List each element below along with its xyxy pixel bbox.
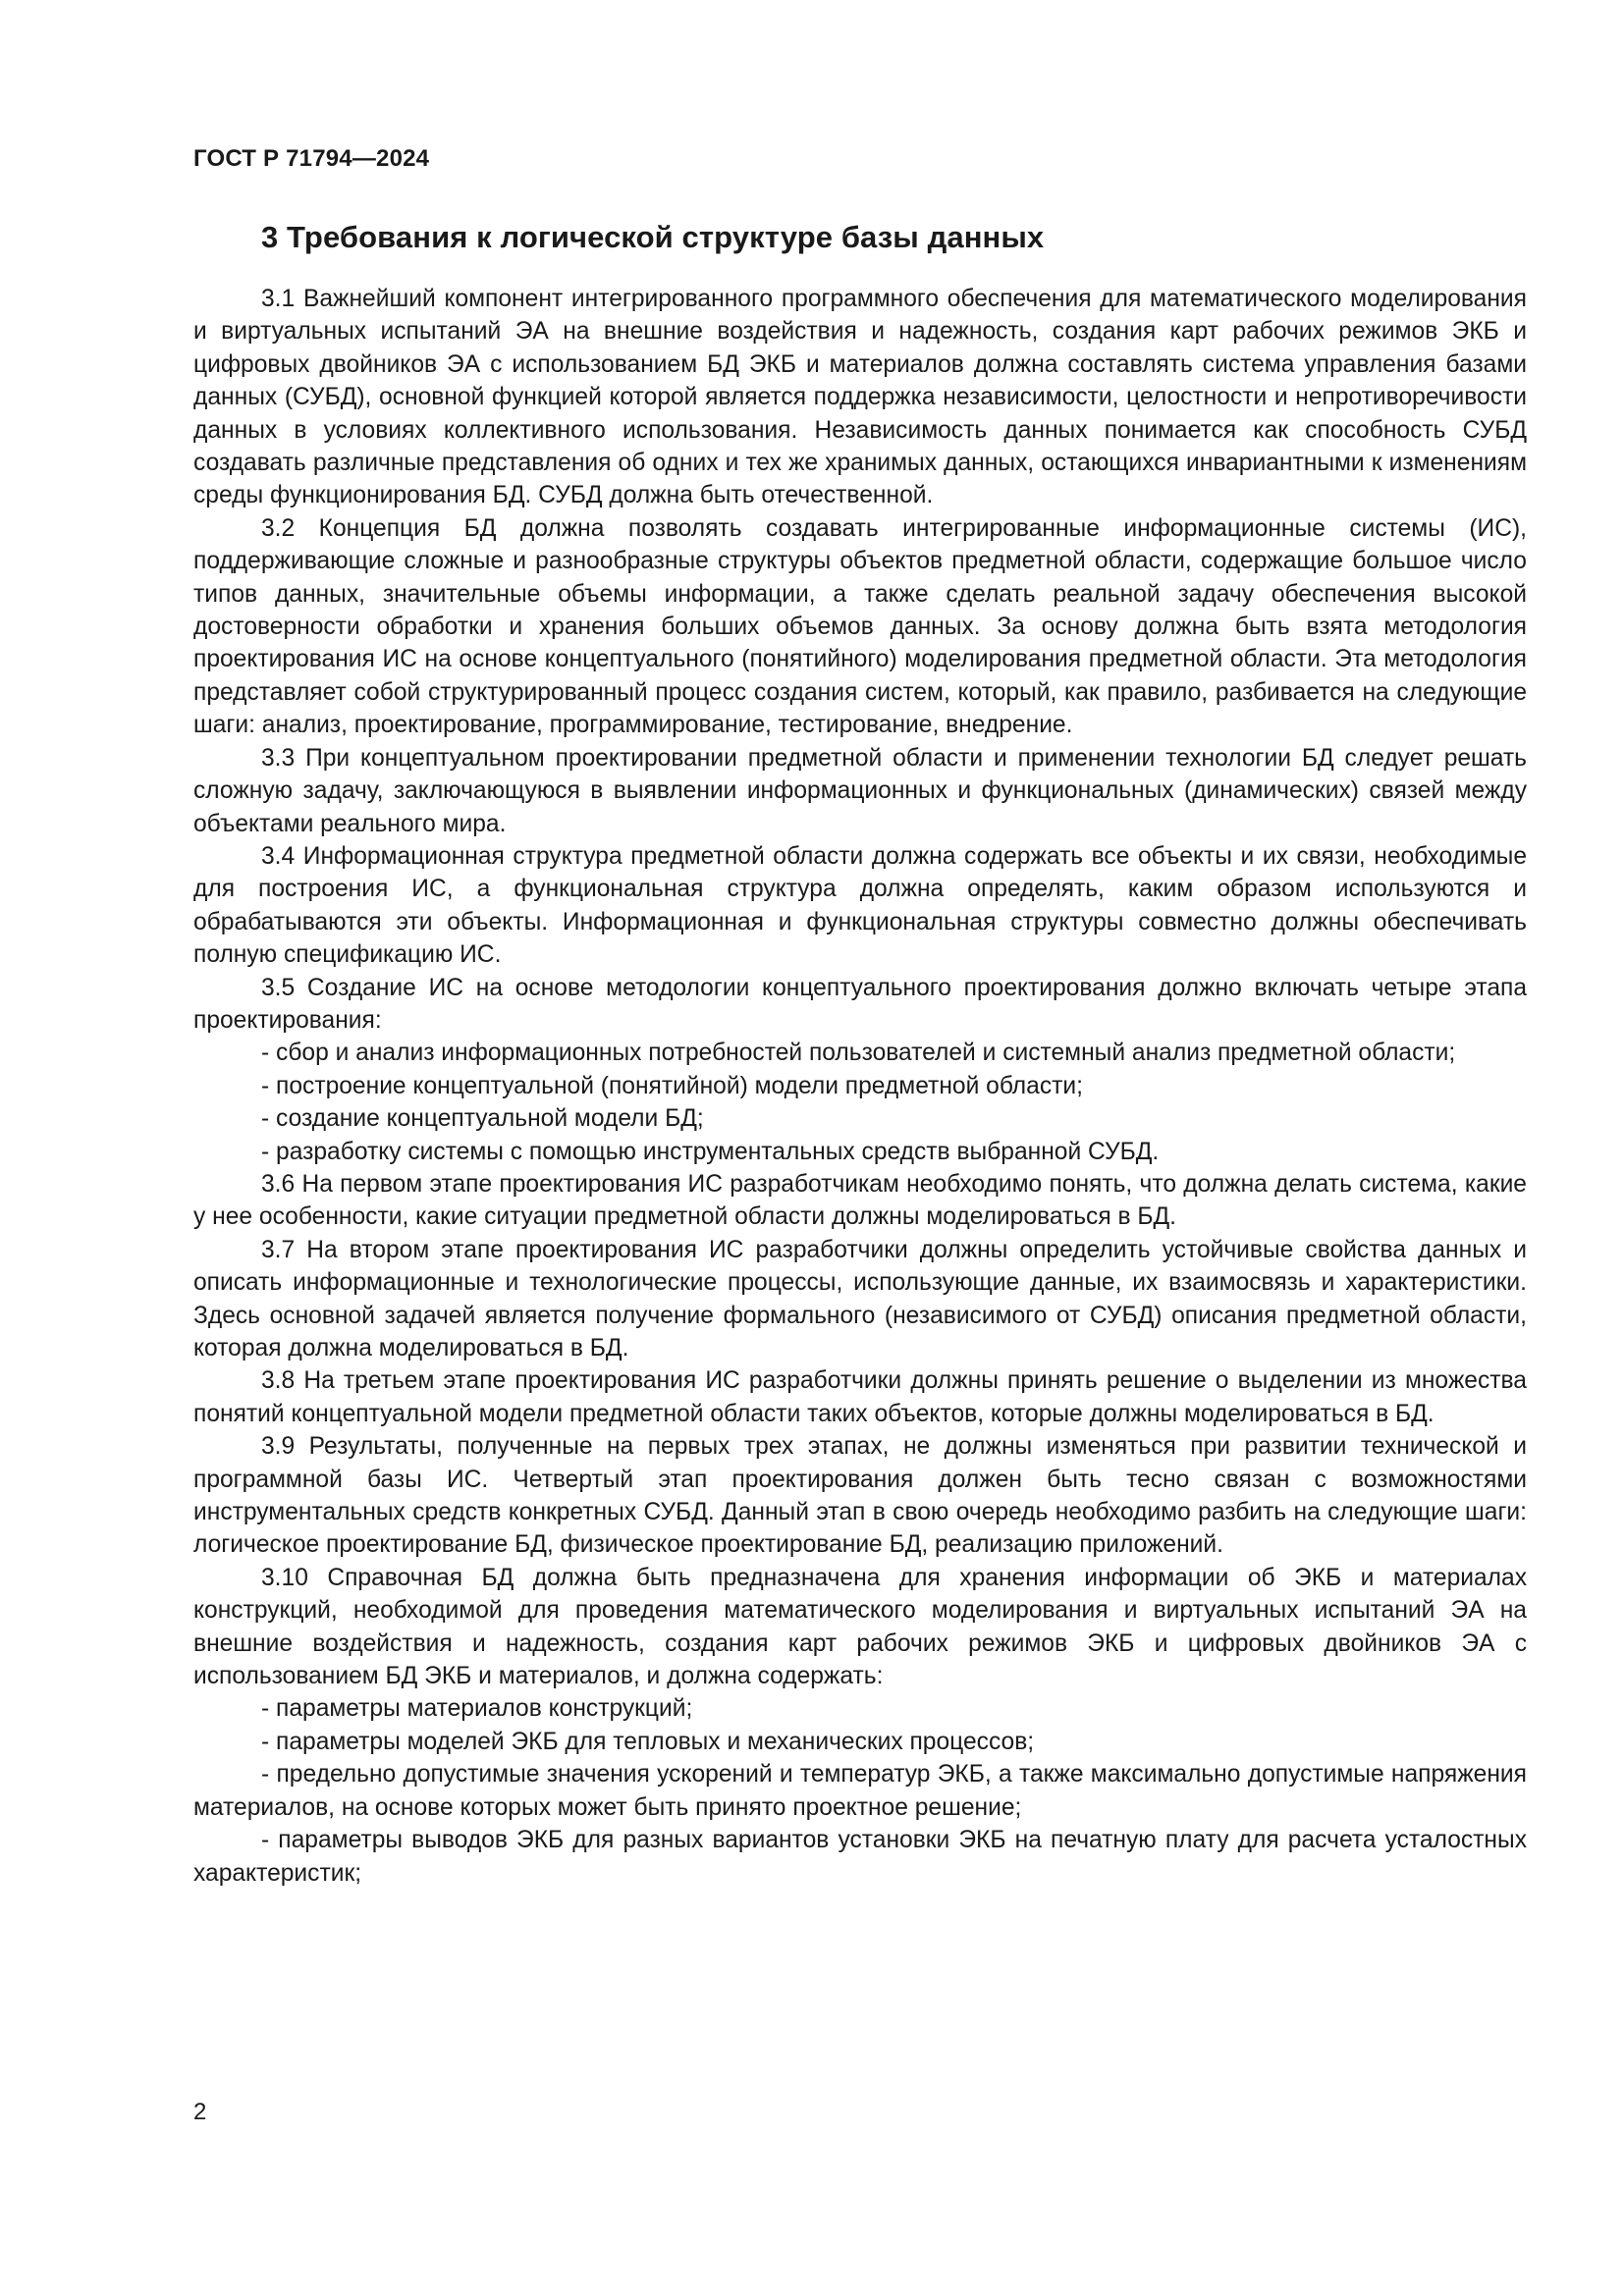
paragraph-3-1: 3.1 Важнейший компонент интегрированного программного обеспечения для математического моделирования и виртуальных испытаний ЭА на внешние воздействия и надежность, создания карт рабочих режимов ЭКБ и цифровых двойников ЭА с использованием БД ЭКБ и материалов должна составлять система управления базами данных (СУБД), основной функцией которой является поддержка независимости, целостности и непротиворечивости данных в условиях коллективного использования. Независимость данных понимается как способность СУБД создавать различные представления об одних и тех же хранимых данных, остающихся инвариантными к изменениям среды функционирования БД. СУБД должна быть отечественной. bbox=[193, 286, 1527, 509]
list-item: - параметры выводов ЭКБ для разных вариантов установки ЭКБ на печатную плату для расчета усталостных характеристик; bbox=[193, 1827, 1527, 1887]
paragraph-3-6: 3.6 На первом этапе проектирования ИС разработчикам необходимо понять, что должна делать система, какие у нее особенности, какие ситуации предметной области должны моделироваться в БД. bbox=[193, 1170, 1527, 1231]
paragraph-3-8: 3.8 На третьем этапе проектирования ИС разработчики должны принять решение о выделении из множества понятий концептуальной модели предметной области таких объектов, которые должны моделироваться в БД. bbox=[193, 1367, 1527, 1427]
paragraph-3-10: 3.10 Справочная БД должна быть предназначена для хранения информации об ЭКБ и материалах конструкций, необходимой для проведения математического моделирования и виртуальных испытаний ЭА на внешние воздействия и надежность, создания карт рабочих режимов ЭКБ и цифровых двойников ЭА с использованием БД ЭКБ и материалов, и должна содержать: bbox=[193, 1564, 1527, 1690]
paragraph-3-2: 3.2 Концепция БД должна позволять создавать интегрированные информационные системы (ИС), поддерживающие сложные и разнообразные структуры объектов предметной области, содержащие большое число типов данных, значительные объемы информации, а также сделать реальной задачу обеспечения высокой достоверности обработки и хранения больших объемов данных. За основу должна быть взята методология проектирования ИС на основе концептуального (понятийного) моделирования предметной области. Эта методология представляет собой структурированный процесс создания систем, который, как правило, разбивается на следующие шаги: анализ, проектирование, программирование, тестирование, внедрение. bbox=[193, 514, 1527, 739]
paragraph-3-4: 3.4 Информационная структура предметной области должна содержать все объекты и их связи, необходимые для построения ИС, а функциональная структура должна определять, каким образом используются и обрабатываются эти объекты. Информационная и функциональная структуры совместно должны обеспечивать полную спецификацию ИС. bbox=[193, 842, 1527, 969]
paragraph-3-3: 3.3 При концептуальном проектировании предметной области и применении технологии БД следует решать сложную задачу, заключающуюся в выявлении информационных и функциональных (динамических) связей между объектами реального мира. bbox=[193, 744, 1527, 837]
page-number: 2 bbox=[193, 2099, 207, 2125]
list-item: - параметры моделей ЭКБ для тепловых и механических процессов; bbox=[261, 1728, 1035, 1755]
section-body bbox=[193, 283, 1527, 1890]
list-item: - параметры материалов конструкций; bbox=[261, 1695, 693, 1723]
paragraph-3-9: 3.9 Результаты, полученные на первых трех этапах, не должны изменяться при развитии технической и программной базы ИС. Четвертый этап проектирования должен быть тесно связан с возможностями инструментальных средств конкретных СУБД. Данный этап в свою очередь необходимо разбить на следующие шаги: логическое проектирование БД, физическое проектирование БД, реализацию приложений. bbox=[193, 1433, 1527, 1559]
document-code-header: ГОСТ Р 71794—2024 bbox=[193, 145, 430, 172]
list-item: - разработку системы с помощью инструментальных средств выбранной СУБД. bbox=[261, 1138, 1160, 1165]
list-item: - предельно допустимые значения ускорений и температур ЭКБ, а также максимально допустимые напряжения материалов, на основе которых может быть принято проектное решение; bbox=[193, 1761, 1527, 1821]
section-title: 3 Требования к логической структуре базы данных bbox=[261, 220, 1045, 254]
paragraph-3-5: 3.5 Создание ИС на основе методологии концептуального проектирования должно включать четыре этапа проектирования: bbox=[193, 974, 1527, 1034]
list-item: - создание концептуальной модели БД; bbox=[261, 1105, 704, 1133]
paragraph-3-7: 3.7 На втором этапе проектирования ИС разработчики должны определить устойчивые свойства данных и описать информационные и технологические процессы, использующие данные, их взаимосвязь и характеристики. Здесь основной задачей является получение формального (независимого от СУБД) описания предметной области, которая должна моделироваться в БД. bbox=[193, 1236, 1527, 1362]
list-item: - построение концептуальной (понятийной) модели предметной области; bbox=[261, 1072, 1083, 1099]
list-item: - сбор и анализ информационных потребностей пользователей и системный анализ предметной области; bbox=[261, 1040, 1456, 1067]
